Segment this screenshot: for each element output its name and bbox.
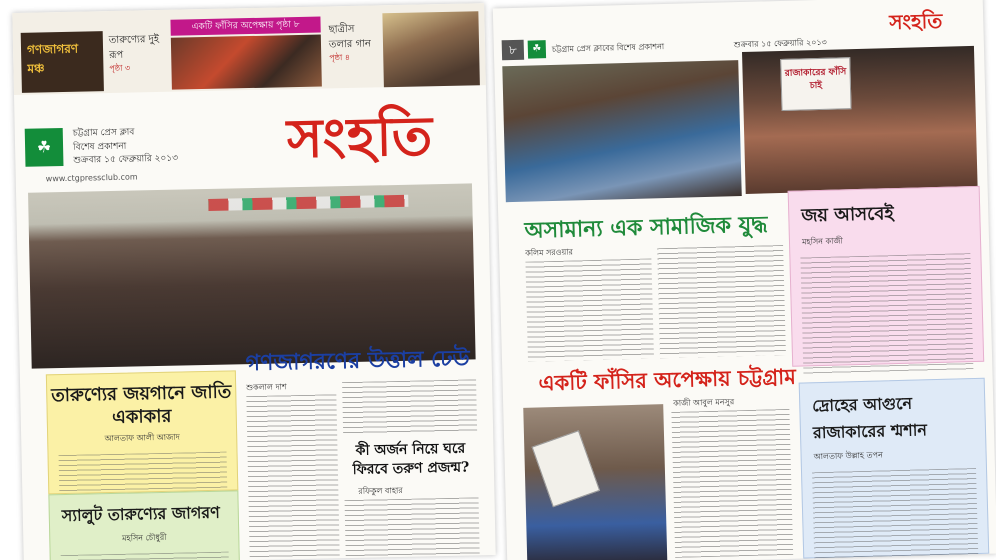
teaser-title: ছাত্রীস তলার গান (328, 23, 372, 51)
body-text (342, 379, 477, 434)
front-page (12, 3, 495, 560)
column-byline: মহসিন চৌধুরী (121, 532, 167, 543)
body-text (246, 394, 339, 560)
masthead: সংহতি (888, 8, 943, 35)
body-text (61, 552, 229, 560)
teaser-youth (109, 32, 166, 75)
column-headline: দ্রোহের আগুনে রাজাকারের শ্মশান (812, 393, 928, 443)
teaser-page: পৃষ্ঠা ৪ (329, 52, 351, 63)
column-headline: তারুণ্যের জয়গানে জাতি একাকার (51, 381, 232, 428)
column-headline: স্যালুট তারুণ্যের জাগরণ (61, 502, 220, 526)
body-text (657, 245, 786, 358)
column-headline: জয় আসবেই (801, 203, 895, 227)
protester-photo (382, 11, 480, 87)
inner-page (493, 0, 996, 560)
page-number: ৮ (502, 40, 525, 61)
column-byline: আলতাফ উল্লাহ তপন (813, 450, 883, 462)
club-date: শুক্রবার ১৫ ফেব্রুয়ারি ২০১৩ (73, 153, 179, 166)
body-text (345, 497, 480, 558)
press-club-logo-icon: ☘ (528, 40, 546, 58)
women-protest-photo (742, 46, 978, 194)
body-text (59, 452, 228, 496)
main-byline: শুকলাল দাশ (246, 382, 287, 393)
blue-column-box (799, 378, 990, 559)
banner-row (208, 195, 408, 211)
main-crowd-photo (28, 183, 476, 368)
masthead: সংহতি (286, 103, 434, 171)
column-byline: মহসিন কাজী (801, 236, 844, 247)
gonojagoron-logo: গণজাগরণ মঞ্চ (21, 31, 104, 93)
pink-column-box (788, 186, 985, 367)
body-text (800, 253, 973, 375)
story-headline: একটি ফাঁসির অপেক্ষায় চট্টগ্রাম (538, 363, 797, 396)
yellow-column-box (46, 370, 238, 494)
teaser-banner: একটি ফাঁসির অপেক্ষায় পৃষ্ঠা ৮ (170, 17, 320, 36)
children-protest-photo (502, 60, 741, 202)
sub-headline: কী অর্জন নিয়ে ঘরে ফিরবে তরুণ প্রজন্ম? (352, 440, 470, 478)
club-edition: বিশেষ প্রকাশনা (72, 141, 127, 153)
crowd-thumbnail (171, 35, 322, 90)
story-byline: কলিম সরওয়ার (525, 247, 574, 258)
teaser-song (329, 21, 380, 64)
teaser-page: পৃষ্ঠা ৩ (109, 63, 131, 73)
column-byline: আলতাফ আলী আজাদ (104, 432, 180, 444)
edition-label: চট্টগ্রাম প্রেস ক্লাবের বিশেষ প্রকাশনা (551, 42, 665, 54)
issue-date: শুক্রবার ১৫ ফেব্রুয়ারি ২০১৩ (733, 37, 827, 50)
body-text (671, 409, 793, 558)
press-club-logo-icon: ☘ (25, 128, 64, 167)
club-name: চট্টগ্রাম প্রেস ক্লাব (72, 127, 135, 139)
sub-byline: রফিকুল বাহার (358, 485, 403, 496)
body-text (812, 468, 979, 560)
placard-sign: রাজাকারের ফাঁসি চাই (780, 57, 851, 111)
press-club-info (73, 126, 178, 169)
main-headline: গণজাগরণের উত্তাল ঢেউ (245, 345, 470, 377)
teaser-title: তারুণ্যের দুই রূপ (108, 33, 160, 61)
body-text (525, 258, 654, 361)
story-byline: কাজী আবুল মনসুর (673, 397, 735, 408)
website-url: www.ctgpressclub.com (45, 172, 138, 184)
green-column-box (48, 490, 240, 560)
teaser-strip (12, 3, 486, 95)
story-headline: অসামান্য এক সামাজিক যুদ্ধ (524, 211, 768, 244)
